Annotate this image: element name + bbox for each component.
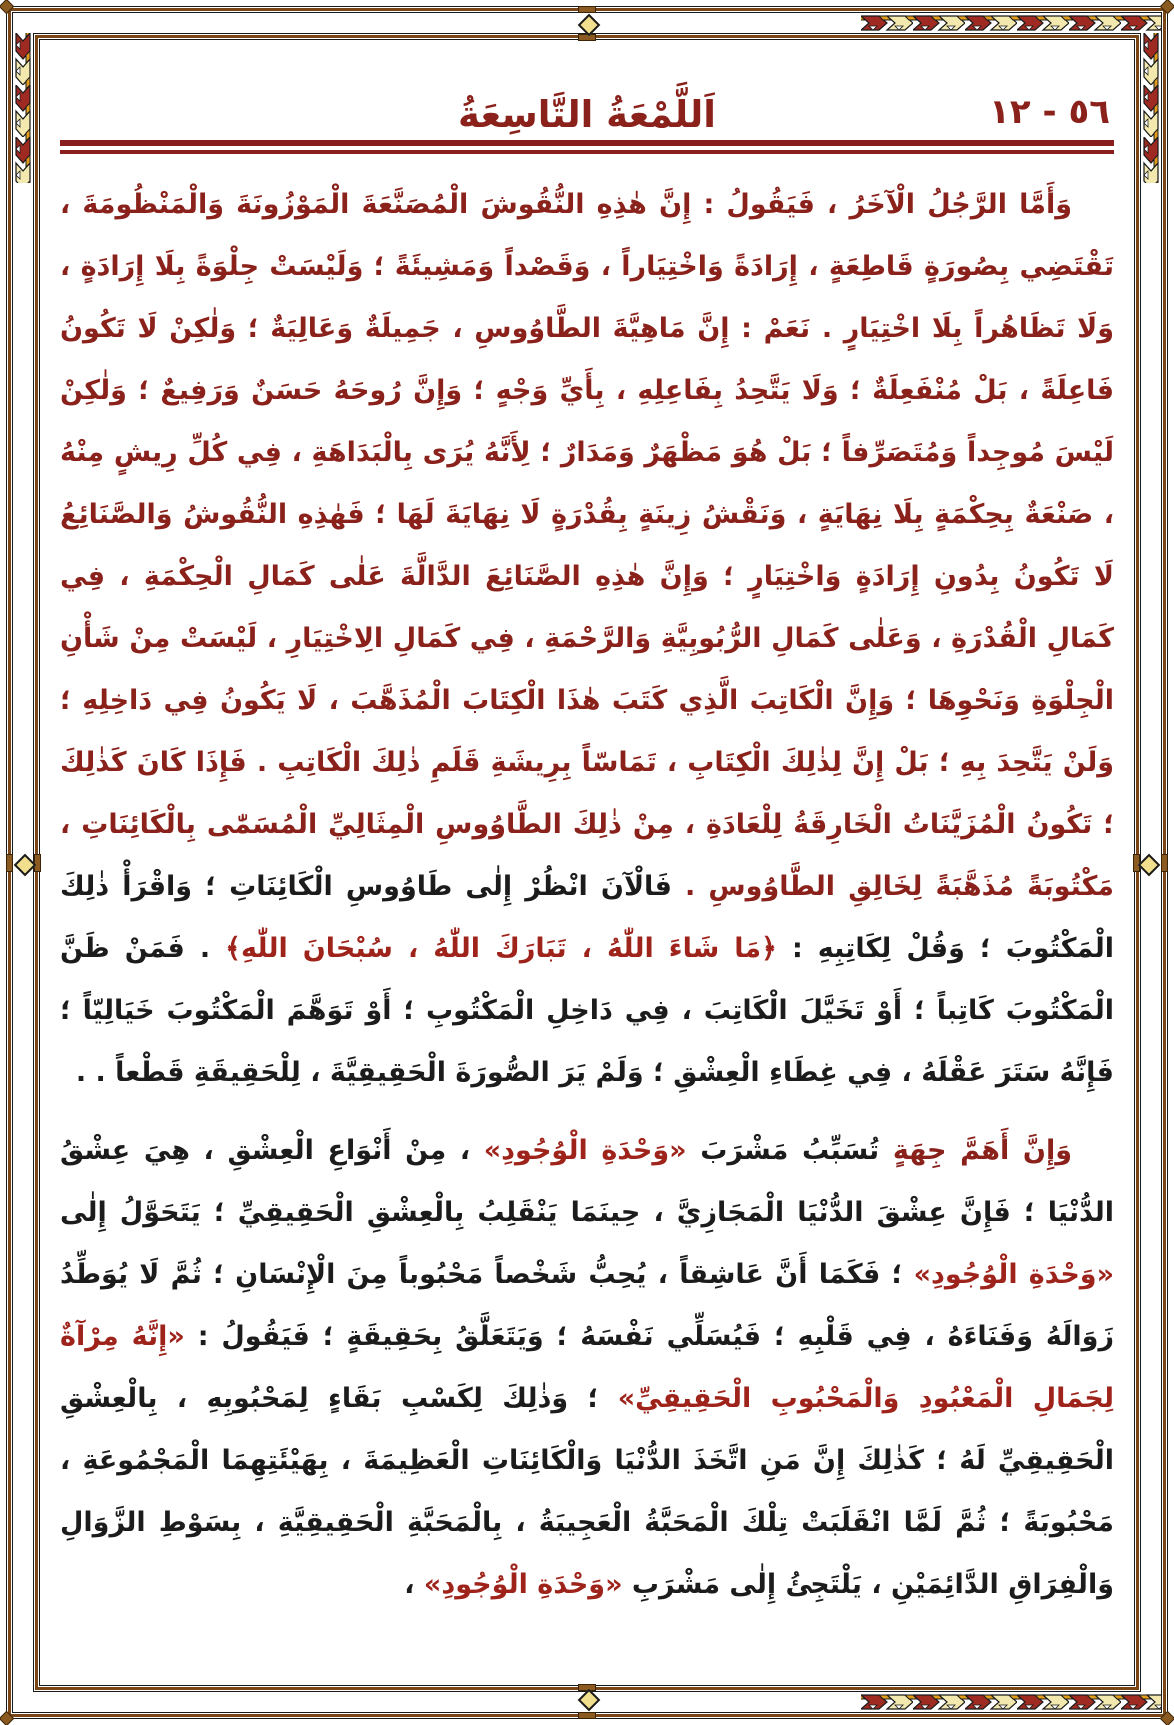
page-title: اَللَّمْعَةُ التَّاسِعَةُ [458, 93, 716, 136]
text-segment: وَإِنَّ أَهَمَّ جِهَةٍ [892, 1135, 1072, 1166]
paragraph [60, 1120, 1114, 1616]
text-segment: «وَحْدَةِ الْوُجُودِ» [913, 1259, 1115, 1290]
text-segment: . فَمَنْ ظَنَّ الْمَكْتُوبَ كَاتِباً ؛ أَوْ تَخَيَّلَ الْكَاتِبَ ، فِي دَاخِلِ الْمَكْتُوبِ ؛ أَوْ تَوَهَّمَ الْمَكْتُوبَ خَيَالِيّاً ؛ فَإِنَّهُ سَتَرَ عَقْلَهُ ، فِي غِطَاءِ الْعِشْقِ ؛ وَلَمْ يَرَ الصُّورَةَ الْحَقِيقِيَّةَ ، لِلْحَقِيقَةِ قَطْعاً . . [60, 933, 1114, 1088]
text-segment: وَأَمَّا الرَّجُلُ الْآخَرُ ، فَيَقُولُ : إِنَّ هٰذِهِ النُّقُوشَ الْمُصَنَّعَةَ الْمَوْزُونَةَ وَالْمَنْظُومَةَ ، تَقْتَضِي بِصُورَةٍ قَاطِعَةٍ ، إِرَادَةً وَاخْتِيَاراً ، وَقَصْداً وَمَشِيئَةً ؛ وَلَيْسَتْ جِلْوَةً بِلَا إِرَادَةٍ ، وَلَا تَظَاهُراً بِلَا اخْتِيَارٍ . نَعَمْ : إِنَّ مَاهِيَّةَ الطَّاوُوسِ ، جَمِيلَةٌ وَعَالِيَةٌ ؛ وَلٰكِنْ لَا تَكُونُ فَاعِلَةً ، بَلْ مُنْفَعِلَةٌ ؛ وَلَا يَتَّحِدُ بِفَاعِلِهِ ، بِأَيِّ وَجْهٍ ؛ وَإِنَّ رُوحَهُ حَسَنٌ وَرَفِيعٌ ؛ وَلٰكِنْ لَيْسَ مُوجِداً وَمُتَصَرِّفاً ؛ بَلْ هُوَ مَظْهَرٌ وَمَدَارٌ ؛ لِأَنَّهُ يُرَى بِالْبَدَاهَةِ ، فِي كُلِّ رِيشٍ مِنْهُ ، صَنْعَةٌ بِحِكْمَةٍ بِلَا نِهَايَةٍ ، وَنَقْشُ زِينَةٍ بِقُدْرَةٍ لَا نِهَايَةَ لَهَا ؛ فَهٰذِهِ النُّقُوشُ وَالصَّنَائِعُ لَا تَكُونُ بِدُونِ إِرَادَةٍ وَاخْتِيَارٍ ؛ وَإِنَّ هٰذِهِ الصَّنَائِعَ الدَّالَّةَ عَلٰى كَمَالِ الْحِكْمَةِ ، فِي كَمَالِ الْقُدْرَةِ ، وَعَلٰى كَمَالِ الرُّبُوبِيَّةِ وَالرَّحْمَةِ ، فِي كَمَالِ الِاخْتِيَارِ ، لَيْسَتْ مِنْ شَأْنِ الْجِلْوَةِ وَنَحْوِهَا ؛ وَإِنَّ الْكَاتِبَ الَّذِي كَتَبَ هٰذَا الْكِتَابَ الْمُذَهَّبَ ، لَا يَكُونُ فِي دَاخِلِهِ ؛ وَلَنْ يَتَّحِدَ بِهِ ؛ بَلْ إِنَّ لِذٰلِكَ الْكِتَابِ ، تَمَاسّاً بِرِيشَةِ قَلَمِ ذٰلِكَ الْكَاتِبِ . فَإِذَا كَانَ كَذٰلِكَ ؛ تَكُونُ الْمُزَيَّنَاتُ الْخَارِقَةُ لِلْعَادَةِ ، مِنْ ذٰلِكَ الطَّاوُوسِ الْمِثَالِيِّ الْمُسَمّٰى بِالْكَائِنَاتِ ، مَكْتُوبَةً مُذَهَّبَةً لِخَالِقِ الطَّاوُوسِ . [60, 189, 1114, 902]
page-content [44, 40, 1130, 1681]
center-diamond-ornament [1138, 853, 1161, 876]
text-segment: تُسَبِّبُ مَشْرَبَ [686, 1135, 893, 1166]
divider-rule [60, 140, 1114, 154]
chain-border-top [861, 13, 1161, 33]
text-segment: «إِنَّهُ مِرْآةٌ لِجَمَالِ الْمَعْبُودِ وَالْمَحْبُوبِ الْحَقِيقِيِّ» [60, 1321, 1114, 1414]
text-segment: ؛ وَذٰلِكَ لِكَسْبِ بَقَاءٍ لِمَحْبُوبِهِ ، بِالْعِشْقِ الْحَقِيقِيِّ لَهُ ؛ كَذٰلِكَ إِنَّ مَنِ اتَّخَذَ الدُّنْيَا وَالْكَائِنَاتِ الْعَظِيمَةَ ، بِهَيْئَتِهِمَا الْمَجْمُوعَةِ ، مَحْبُوبَةً ؛ ثُمَّ لَمَّا انْقَلَبَتْ تِلْكَ الْمَحَبَّةُ الْعَجِيبَةُ ، بِالْمَحَبَّةِ الْحَقِيقِيَّةِ ، بِسَوْطِ الزَّوَالِ وَالْفِرَاقِ الدَّائِمَيْنِ ، يَلْتَجِئُ إِلٰى مَشْرَبِ [60, 1383, 1114, 1600]
header [60, 40, 1114, 140]
text-segment: فَالْآنَ انْظُرْ إِلٰى طَاوُوسِ الْكَائِنَاتِ ؛ وَاقْرَأْ ذٰلِكَ الْمَكْتُوبَ ؛ وَقُلْ لِكَاتِبِهِ : [60, 871, 1114, 964]
center-tab-ornament [1161, 854, 1168, 872]
text-segment: ، [404, 1569, 424, 1600]
text-segment: ، مِنْ أَنْوَاعِ الْعِشْقِ ، هِيَ عِشْقُ الدُّنْيَا ؛ فَإِنَّ عِشْقَ الدُّنْيَا الْمَجَازِيَّ ، حِينَمَا يَنْقَلِبُ بِالْعِشْقِ الْحَقِيقِيِّ ؛ يَتَحَوَّلُ إِلٰى [60, 1135, 1114, 1228]
center-tab-ornament [6, 854, 13, 872]
center-tab-ornament [578, 1712, 596, 1719]
chain-border-right [1141, 33, 1161, 183]
chain-border-left [13, 33, 33, 183]
text-segment: «وَحْدَةِ الْوُجُودِ» [483, 1135, 687, 1166]
center-diamond-ornament [578, 1689, 601, 1712]
text-segment: ؛ فَكَمَا أَنَّ عَاشِقاً ، يُحِبُّ شَخْصاً مَحْبُوباً مِنَ الْإِنْسَانِ ؛ ثُمَّ لَا يُوَطِّدُ زَوَالَهُ وَفَنَاءَهُ ، فِي قَلْبِهِ ؛ فَيُسَلِّي نَفْسَهُ ؛ وَيَتَعَلَّقُ بِحَقِيقَةٍ ؛ فَيَقُولُ : [60, 1259, 1114, 1352]
corner-hook-ornament [1160, 0, 1174, 14]
text-segment: «وَحْدَةِ الْوُجُودِ» [423, 1569, 623, 1600]
page-number: ٥٦ - ١٢ [989, 92, 1110, 132]
text-segment: ﴿مَا شَاءَ اللّٰهُ ، تَبَارَكَ اللّٰهُ ، سُبْحَانَ اللّٰهِ﴾ [225, 933, 777, 964]
body-text [60, 174, 1114, 1616]
corner-hook-ornament [0, 1711, 14, 1725]
chain-border-bottom [861, 1692, 1161, 1712]
center-tab-ornament [34, 854, 41, 872]
center-diamond-ornament [14, 853, 37, 876]
center-diamond-ornament [578, 14, 601, 37]
paragraph [60, 174, 1114, 1104]
corner-hook-ornament [0, 0, 14, 14]
corner-hook-ornament [1160, 1711, 1174, 1725]
center-tab-ornament [578, 6, 596, 13]
